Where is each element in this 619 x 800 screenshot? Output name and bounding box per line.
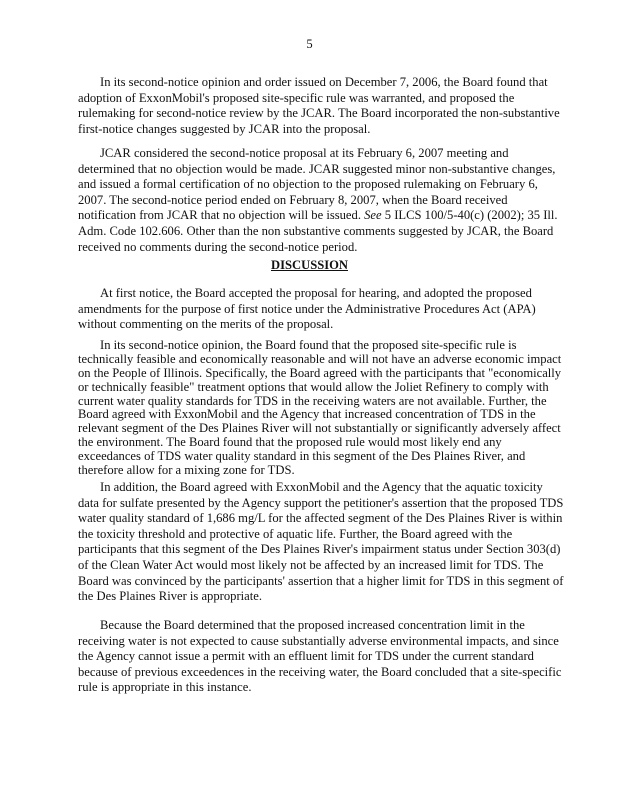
text-line: In addition, the Board agreed with ExxonMobil and the Agency that the aquatic toxicity	[100, 480, 543, 494]
text-line: rulemaking for second-notice review by the JCAR. The Board incorporated the non-substantive	[78, 106, 560, 121]
text-line: Adm. Code 102.606. Other than the non substantive comments suggested by JCAR, the Board	[78, 223, 554, 238]
text-line: rule is appropriate in this instance.	[78, 680, 252, 695]
section-heading-discussion: DISCUSSION	[271, 258, 348, 272]
text-line: amendments for the purpose of first notice under the Administrative Procedures Act (APA)	[78, 301, 536, 316]
text-line: receiving water is not expected to cause substantially adverse environmental impacts, and since	[78, 633, 559, 648]
text-line: of the Clean Water Act would most likely not be affected by an increased limit for TDS. The	[78, 557, 544, 572]
text-line: the Des Plaines River is appropriate.	[78, 589, 262, 604]
text-line: on the People of Illinois. Specifically, the Board agreed with the participants that "economically	[78, 365, 562, 380]
paragraph-second-notice	[78, 75, 568, 137]
text-line: relevant segment of the Des Plaines River will not substantially or significantly adversely affect	[78, 421, 561, 436]
text-line: and issued a formal certification of no objection to the proposed rulemaking on February 6,	[78, 177, 538, 192]
paragraph-second-notice-opinion	[78, 339, 568, 478]
text-line: because of previous exceedences in the receiving water, the Board concluded that a site-specific	[78, 664, 562, 679]
text-line: notification from JCAR that no objection will be issued. See 5 ILCS 100/5-40(c) (2002); 35 Ill.	[78, 208, 558, 223]
text-line: current water quality standards for TDS in the receiving waters are not available. Further, the	[78, 393, 547, 408]
text-line: the Agency cannot issue a permit with an effluent limit for TDS under the current standard	[78, 649, 534, 664]
text-line: first-notice changes suggested by JCAR into the proposal.	[78, 121, 371, 136]
text-line: Board agreed with ExxonMobil and the Agency that increased concentration of TDS in the	[78, 407, 536, 422]
text-line: received no comments during the second-notice period.	[78, 239, 358, 254]
text-line: Board was convinced by the participants' assertion that a higher limit for TDS in this segment of	[78, 573, 564, 588]
text-line: data for sulfate presented by the Agency support the petitioner's assertion that the proposed TDS	[78, 495, 564, 510]
text-line: water quality standard of 1,686 mg/L for the affected segment of the Des Plaines River is within	[78, 511, 563, 526]
paragraph-aquatic-toxicity	[78, 480, 568, 605]
text-line: the toxicity threshold and protective of aquatic life. Further, the Board agreed with the	[78, 526, 513, 541]
text-line: In its second-notice opinion, the Board found that the proposed site-specific rule is	[100, 338, 517, 352]
page-number: 5	[306, 37, 313, 51]
text-line: exceedances of TDS water quality standard in this segment of the Des Plaines River, and	[78, 449, 526, 464]
text-line: JCAR considered the second-notice proposal at its February 6, 2007 meeting and	[100, 146, 509, 160]
text-line: 2007. The second-notice period ended on February 8, 2007, when the Board received	[78, 192, 508, 207]
text-line: determined that no objection would be made. JCAR suggested minor non-substantive changes,	[78, 161, 556, 176]
text-line: or technically feasible" treatment options that would allow the Joliet Refinery to comply with	[78, 379, 549, 394]
paragraph-jcar	[78, 146, 568, 255]
text-line: the environment. The Board found that the proposed rule would most likely end any	[78, 435, 502, 450]
text-line: therefore allow for a mixing zone for TDS.	[78, 463, 295, 478]
text-line: without commenting on the merits of the proposal.	[78, 317, 334, 332]
text-line: adoption of ExxonMobil's proposed site-specific rule was warranted, and proposed the	[78, 90, 515, 105]
text-line: At first notice, the Board accepted the proposal for hearing, and adopted the proposed	[100, 286, 532, 300]
text-line: In its second-notice opinion and order issued on December 7, 2006, the Board found that	[100, 75, 548, 89]
text-line: participants that this segment of the Des Plaines River's impairment status under Section 303(d)	[78, 542, 561, 557]
paragraph-conclusion	[78, 618, 568, 696]
text-line: technically feasible and economically reasonable and will not have an adverse economic impact	[78, 351, 562, 366]
text-line: Because the Board determined that the proposed increased concentration limit in the	[100, 618, 525, 632]
paragraph-first-notice	[78, 286, 568, 333]
